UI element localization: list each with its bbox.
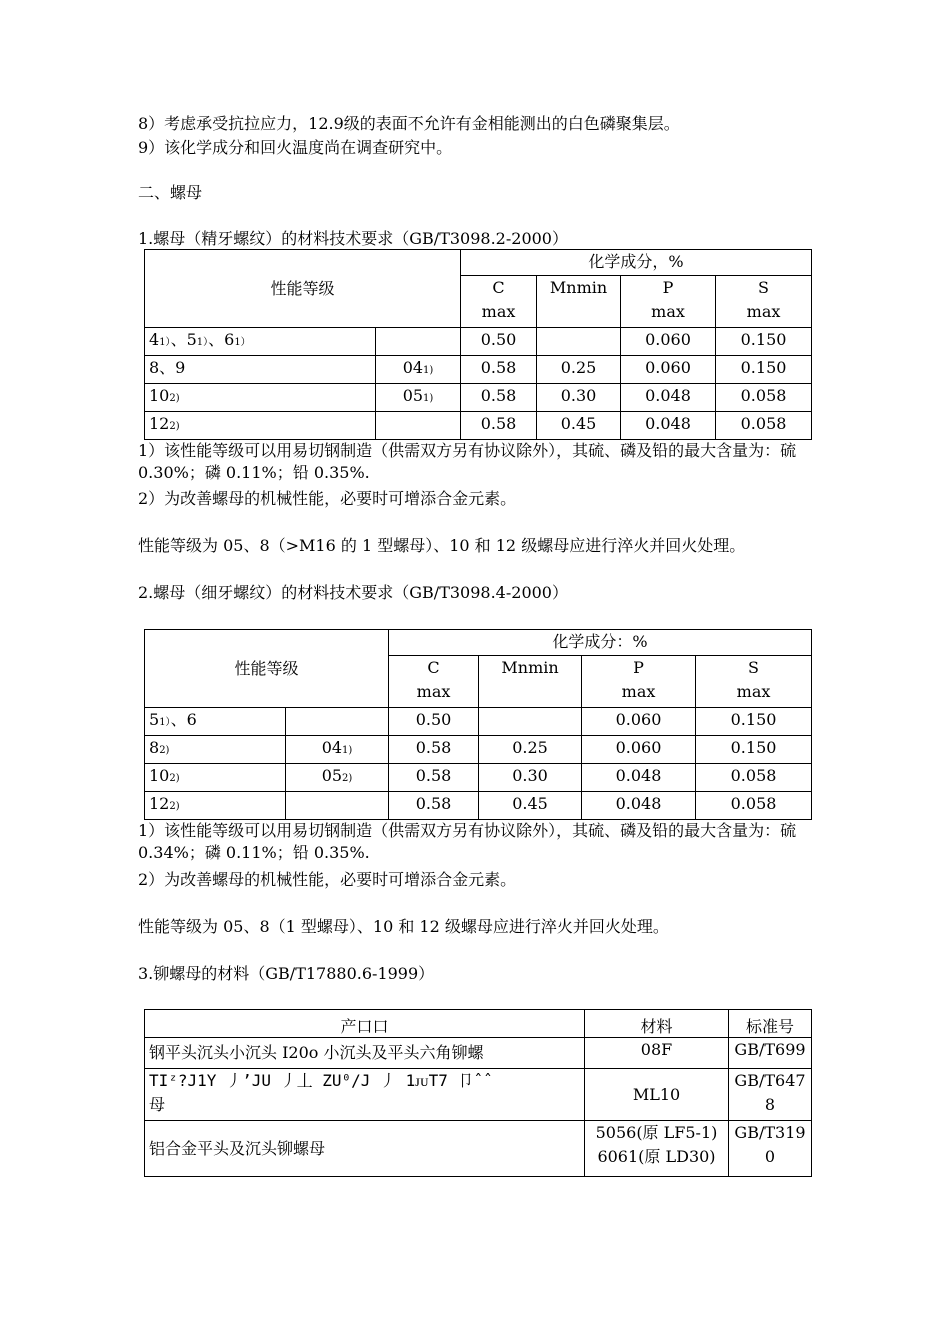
c-value: 0.58 (389, 792, 479, 820)
c-value: 0.58 (461, 384, 537, 412)
mn-value: 0.30 (479, 764, 582, 792)
table2-col-s: S max (696, 656, 812, 708)
s-value: 0.150 (716, 328, 812, 356)
table2-chem-header: 化学成分：% (389, 630, 812, 656)
table1-title: 1.螺母（精牙螺纹）的材料技术要求（GB/T3098.2-2000） (138, 229, 568, 248)
s-value: 0.150 (696, 736, 812, 764)
table1-chem-header: 化学成分，% (461, 250, 812, 276)
table2-treatment-note: 性能等级为 05、8（1 型螺母）、10 和 12 级螺母应进行淬火并回火处理。 (138, 917, 669, 936)
table1-grade-header: 性能等级 (145, 250, 461, 328)
grade-cell: 8、9 (145, 356, 376, 384)
table-row (145, 1069, 812, 1121)
material-cell: 5056(原 LF5-1) 6061(原 LD30) (585, 1121, 729, 1177)
product-cell: 铝合金平头及沉头铆螺母 (145, 1121, 585, 1177)
s-value: 0.058 (716, 384, 812, 412)
alt-grade-cell: 041) (286, 736, 389, 764)
standard-cell: GB/T699 (729, 1038, 812, 1069)
mn-value: 0.30 (537, 384, 621, 412)
table-row (145, 328, 812, 356)
mn-value: 0.25 (479, 736, 582, 764)
p-value: 0.048 (582, 792, 696, 820)
p-value: 0.060 (582, 708, 696, 736)
grade-cell: 102) (145, 384, 376, 412)
table1-col-p: P max (621, 276, 716, 328)
mn-value: 0.45 (479, 792, 582, 820)
table2-footnote-1: 1）该性能等级可以用易切钢制造（供需双方另有协议除外），其硫、磷及铅的最大含量为：硫 0.34%；磷 0.11%；铅 0.35%. (138, 821, 797, 862)
mn-value (537, 328, 621, 356)
alt-grade-cell (376, 412, 461, 440)
p-value: 0.048 (582, 764, 696, 792)
alt-grade-cell (286, 708, 389, 736)
table1-treatment-note: 性能等级为 05、8（>M16 的 1 型螺母）、10 和 12 级螺母应进行淬火并回火处理。 (138, 536, 746, 555)
grade-cell: 41）、51）、61） (145, 328, 376, 356)
material-cell: ML10 (585, 1069, 729, 1121)
table2-col-p: P max (582, 656, 696, 708)
alt-grade-cell: 051) (376, 384, 461, 412)
table1-col-mn: Mnmin (537, 276, 621, 328)
table-row (145, 1038, 812, 1069)
material-cell: 08F (585, 1038, 729, 1069)
table1 (144, 249, 812, 440)
p-value: 0.048 (621, 384, 716, 412)
table3-title: 3.铆螺母的材料（GB/T17880.6-1999） (138, 964, 435, 983)
grade-cell: 51）、6 (145, 708, 286, 736)
alt-grade-cell (376, 328, 461, 356)
table-row (145, 792, 812, 820)
table1-footnote-1: 1）该性能等级可以用易切钢制造（供需双方另有协议除外），其硫、磷及铅的最大含量为：硫 0.30%；磷 0.11%；铅 0.35%. (138, 441, 797, 482)
mn-value (479, 708, 582, 736)
standard-cell: GB/T319 0 (729, 1121, 812, 1177)
grade-cell: 122) (145, 792, 286, 820)
table2-col-mn: Mnmin (479, 656, 582, 708)
alt-grade-cell (286, 792, 389, 820)
table-row (145, 764, 812, 792)
c-value: 0.50 (389, 708, 479, 736)
grade-cell: 102) (145, 764, 286, 792)
product-cell: 钢平头沉头小沉头 I20o 小沉头及平头六角铆螺 (145, 1038, 585, 1069)
standard-cell: GB/T647 8 (729, 1069, 812, 1121)
s-value: 0.058 (696, 764, 812, 792)
table2 (144, 629, 812, 820)
table3 (144, 1009, 812, 1177)
table-row (145, 1121, 812, 1177)
p-value: 0.060 (582, 736, 696, 764)
c-value: 0.58 (461, 412, 537, 440)
table-row (145, 708, 812, 736)
mn-value: 0.45 (537, 412, 621, 440)
grade-cell: 122) (145, 412, 376, 440)
table1-col-s: S max (716, 276, 812, 328)
c-value: 0.58 (389, 764, 479, 792)
alt-grade-cell: 052) (286, 764, 389, 792)
mn-value: 0.25 (537, 356, 621, 384)
product-cell: TIᶻ?J1Y 丿’JU 丿丄 ZU⁰/J 丿 1ᴊᴜT7 卩ˆˆ 母 (145, 1069, 585, 1121)
s-value: 0.058 (716, 412, 812, 440)
s-value: 0.058 (696, 792, 812, 820)
note-8: 8）考虑承受抗拉应力，12.9级的表面不允许有金相能测出的白色磷聚集层。 (138, 114, 680, 133)
p-value: 0.060 (621, 356, 716, 384)
table-row (145, 384, 812, 412)
table3-material-header: 材料 (585, 1010, 729, 1038)
table1-footnote-2: 2）为改善螺母的机械性能，必要时可增添合金元素。 (138, 489, 517, 508)
alt-grade-cell: 041) (376, 356, 461, 384)
table-row (145, 412, 812, 440)
table3-product-header: 产口口 (145, 1010, 585, 1038)
table2-title: 2.螺母（细牙螺纹）的材料技术要求（GB/T3098.4-2000） (138, 583, 568, 602)
section-heading: 二、螺母 (138, 183, 203, 202)
c-value: 0.58 (461, 356, 537, 384)
table2-footnote-2: 2）为改善螺母的机械性能，必要时可增添合金元素。 (138, 870, 517, 889)
p-value: 0.060 (621, 328, 716, 356)
table-row (145, 736, 812, 764)
c-value: 0.58 (389, 736, 479, 764)
s-value: 0.150 (716, 356, 812, 384)
table1-col-c: C max (461, 276, 537, 328)
table3-standard-header: 标准号 (729, 1010, 812, 1038)
table2-grade-header: 性能等级 (145, 630, 389, 708)
p-value: 0.048 (621, 412, 716, 440)
c-value: 0.50 (461, 328, 537, 356)
note-9: 9）该化学成分和回火温度尚在调查研究中。 (138, 138, 453, 157)
table2-col-c: C max (389, 656, 479, 708)
table-row (145, 356, 812, 384)
grade-cell: 82) (145, 736, 286, 764)
s-value: 0.150 (696, 708, 812, 736)
